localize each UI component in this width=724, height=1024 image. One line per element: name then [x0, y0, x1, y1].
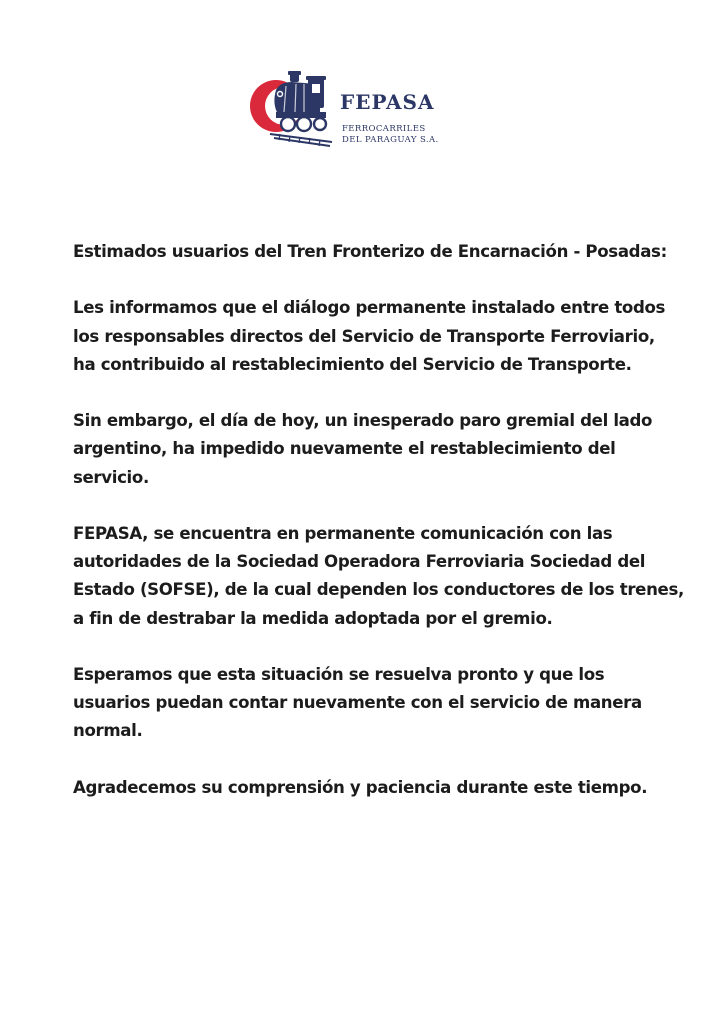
- logo-subtitle-line2: DEL PARAGUAY S.A.: [342, 135, 439, 145]
- paragraph-hope: Esperamos que esta situación se resuelva pronto y que los usuarios puedan contar nuevamente con el servicio de manera normal.: [73, 664, 642, 741]
- fepasa-logo: [246, 70, 446, 150]
- paragraph-dialogue: Les informamos que el diálogo permanente instalado entre todos los responsables directos del Servicio de Transporte Ferroviario, ha contribuido al restablecimiento del Servicio de Transporte.: [73, 298, 666, 374]
- paragraph-communication: FEPASA, se encuentra en permanente comunicación con las autoridades de la Sociedad Operadora Ferroviaria Sociedad del Estado (SOFSE), de la cual dependen los conductores de los trenes, a fin de destrabar la medida adoptada por el gremio.: [73, 523, 684, 628]
- logo-brand-name: FEPASA: [340, 90, 435, 114]
- closing: Agradecemos su comprensión y paciencia durante este tiempo.: [73, 777, 648, 797]
- greeting: Estimados usuarios del Tren Fronterizo de Encarnación - Posadas:: [73, 242, 667, 261]
- paragraph-strike: Sin embargo, el día de hoy, un inesperado paro gremial del lado argentino, ha impedido nuevamente el restablecimiento del servicio.: [73, 411, 653, 487]
- locomotive-logo-icon: [246, 70, 338, 148]
- announcement-body: [73, 238, 693, 802]
- logo-subtitle: [342, 124, 439, 146]
- logo-subtitle-line1: FERROCARRILES: [342, 124, 426, 134]
